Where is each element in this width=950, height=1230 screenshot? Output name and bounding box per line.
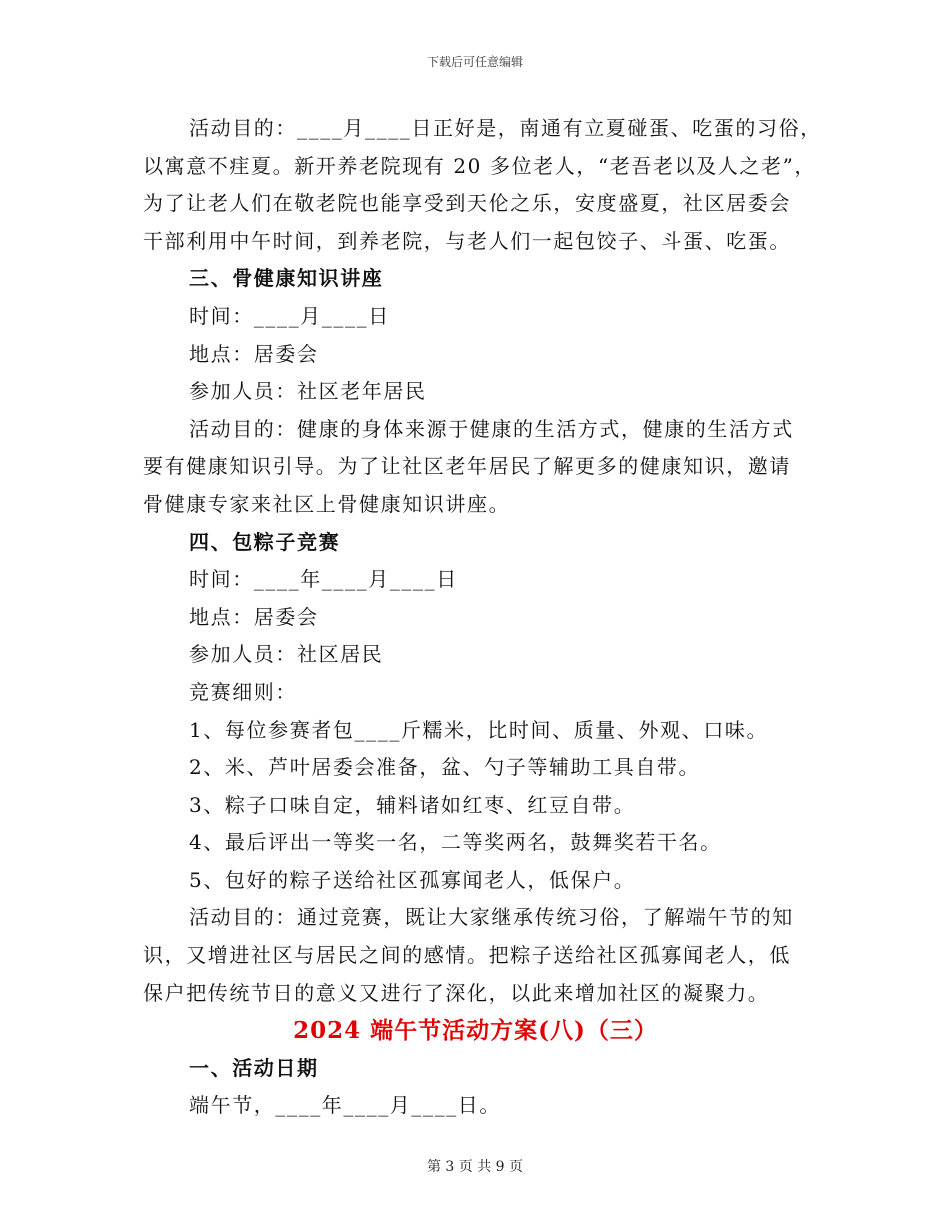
section-heading: 三、骨健康知识讲座 <box>189 266 384 291</box>
text-line: 5、包好的粽子送给社区孤寡闻老人，低保户。 <box>189 867 636 892</box>
text-line: 保户把传统节日的意义又进行了深化，以此来增加社区的凝聚力。 <box>143 980 770 1005</box>
text-line: 要有健康知识引导。为了让社区老年居民了解更多的健康知识，邀请 <box>143 454 791 479</box>
section-heading: 一、活动日期 <box>189 1055 319 1080</box>
text-line: 地点：居委会 <box>189 604 319 629</box>
text-line: 骨健康专家来社区上骨健康知识讲座。 <box>143 491 511 516</box>
text-line: 识，又增进社区与居民之间的感情。把粽子送给社区孤寡闻老人，低 <box>143 943 791 968</box>
text-line: 端午节，____年____月____日。 <box>189 1093 501 1118</box>
text-line: 以寓意不疰夏。新开养老院现有 20 多位老人，“老吾老以及人之老”， <box>143 153 817 178</box>
page-footer: 第 3 页 共 9 页 <box>426 1159 524 1175</box>
text-line: 时间：____年____月____日 <box>189 567 458 592</box>
page-header: 下载后可任意编辑 <box>426 55 523 69</box>
document-body <box>143 110 822 1125</box>
text-line: 参加人员：社区老年居民 <box>189 379 427 404</box>
text-line: 时间：____月____日 <box>189 303 390 328</box>
section-heading: 四、包粽子竞赛 <box>189 529 341 554</box>
text-line: 竞赛细则： <box>189 679 297 704</box>
text-line: 干部利用中午时间，到养老院，与老人们一起包饺子、斗蛋、吃蛋。 <box>143 228 791 253</box>
section-title: 2024 端午节活动方案(八)（三） <box>293 1017 658 1045</box>
text-line: 地点：居委会 <box>189 341 319 366</box>
text-line: 活动目的：____月____日正好是，南通有立夏碰蛋、吃蛋的习俗， <box>189 116 822 140</box>
text-line: 3、粽子口味自定，辅料诸如红枣、红豆自带。 <box>189 792 636 817</box>
text-line: 为了让老人们在敬老院也能享受到天伦之乐，安度盛夏，社区居委会 <box>143 191 791 216</box>
text-line: 活动目的：健康的身体来源于健康的生活方式，健康的生活方式 <box>189 416 794 441</box>
text-line: 1、每位参赛者包____斤糯米，比时间、质量、外观、口味。 <box>189 717 769 742</box>
text-line: 参加人员：社区居民 <box>189 642 384 667</box>
text-line: 4、最后评出一等奖一名，二等奖两名，鼓舞奖若干名。 <box>189 830 722 855</box>
text-line: 活动目的：通过竞赛，既让大家继承传统习俗，了解端午节的知 <box>189 905 794 930</box>
text-line: 2、米、芦叶居委会准备，盆、勺子等辅助工具自带。 <box>189 755 701 780</box>
